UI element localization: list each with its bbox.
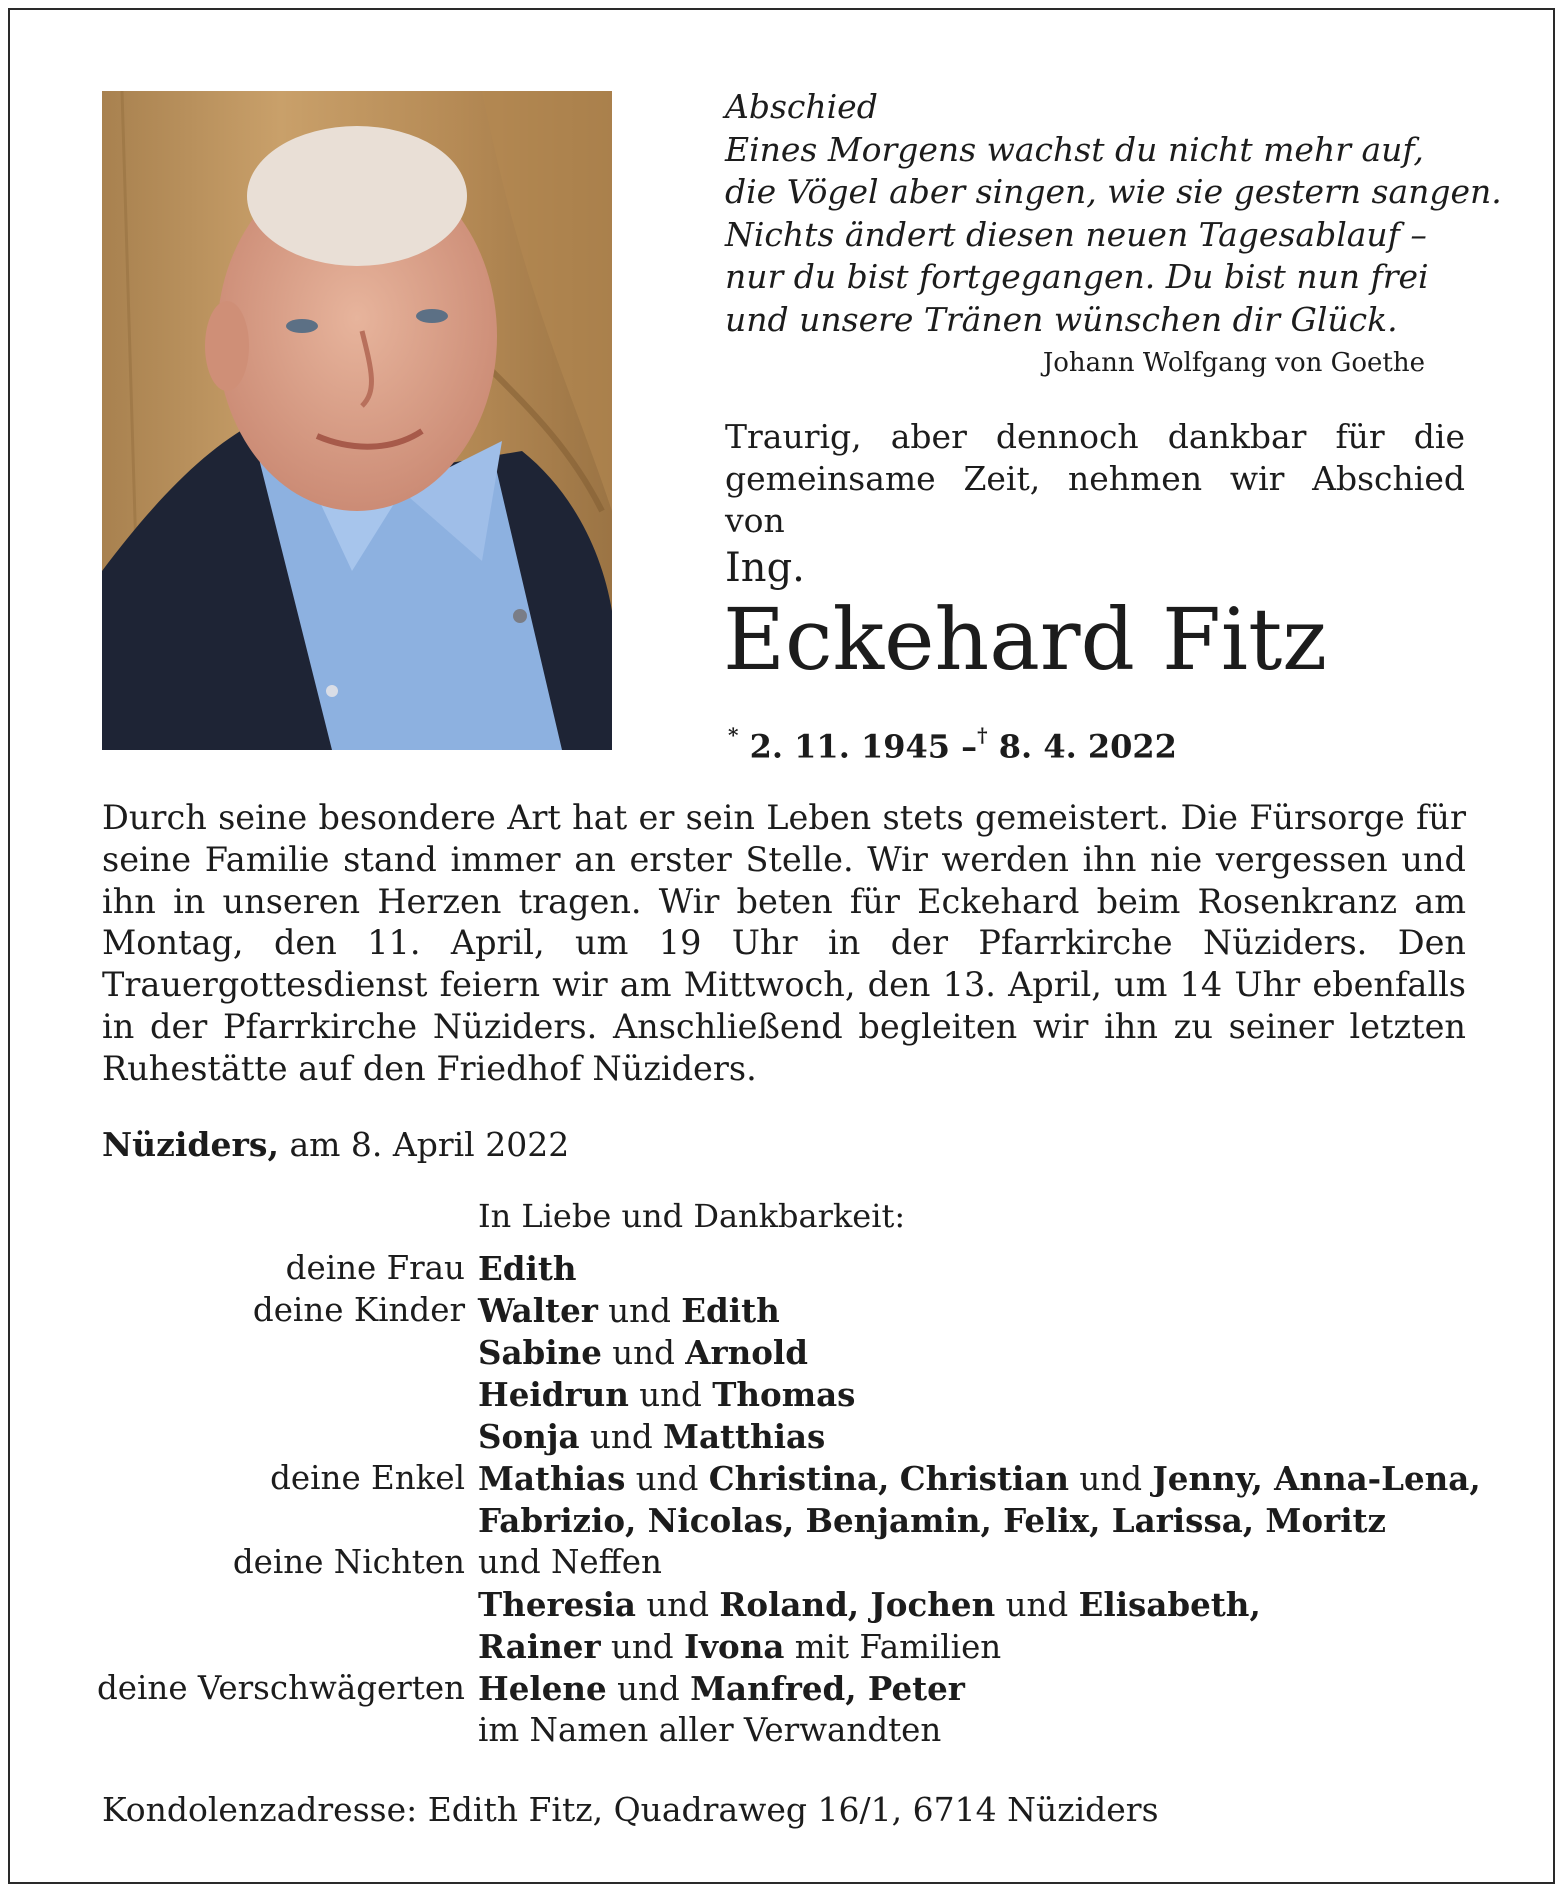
date: am 8. April 2022 — [289, 1125, 570, 1164]
relation-label: deine Frau — [285, 1249, 465, 1287]
mourner-names: und Neffen — [478, 1543, 662, 1581]
mourner-row — [0, 1333, 1567, 1375]
life-dates — [728, 723, 1177, 766]
mourner-row — [0, 1585, 1567, 1627]
intro-text: Traurig, aber dennoch dankbar für die gemeinsame Zeit, nehmen wir Abschied von — [725, 417, 1465, 540]
mourner-names: Mathias und Christina, Christian und Jenny, Anna-Lena, — [478, 1459, 1481, 1498]
poem-line: nur du bist fortgegangen. Du bist nun frei — [725, 257, 1429, 296]
mourner-row — [0, 1459, 1567, 1501]
poem-author: Johann Wolfgang von Goethe — [1042, 348, 1425, 378]
poem-line: und unsere Tränen wünschen dir Glück. — [725, 299, 1398, 339]
deceased-title: Ing. — [725, 545, 805, 591]
condolence-address: Kondolenzadresse: Edith Fitz, Quadraweg 16/1, 6714 Nüziders — [102, 1790, 1159, 1829]
mourner-row — [0, 1711, 1567, 1753]
death-symbol: † — [977, 723, 988, 747]
mourner-row — [0, 1627, 1567, 1669]
mourner-row — [0, 1417, 1567, 1459]
birth-date: 2. 11. 1945 — [749, 727, 951, 766]
mourner-names: Edith — [478, 1249, 577, 1288]
place: Nüziders, — [102, 1125, 279, 1164]
mourner-row — [0, 1543, 1567, 1585]
relation-label: deine Kinder — [252, 1291, 465, 1329]
portrait-photo — [102, 91, 612, 750]
mourner-names: im Namen aller Verwandten — [478, 1711, 942, 1749]
mourners-list — [0, 1249, 1567, 1753]
poem — [725, 86, 1502, 341]
obituary-body: Durch seine besondere Art hat er sein Leben stets gemeistert. Die Fürsorge für seine Familie stand immer an erster Stelle. Wir werden ihn nie vergessen und ihn in unseren Herzen tragen. Wir beten für Eckehard beim Rosenkranz am Montag, den 11. April, um 19 Uhr in der Pfarrkirche Nüziders. Den Trauergottesdienst feiern wir am Mittwoch, den 13. April, um 14 Uhr ebenfalls in der Pfarrkirche Nüziders. Anschließend begleiten wir ihn zu seiner letzten Ruhestätte auf den Friedhof Nüziders. — [102, 798, 1466, 1088]
mourner-names: Rainer und Ivona mit Familien — [478, 1627, 1002, 1666]
place-date — [102, 1125, 569, 1164]
greeting: In Liebe und Dankbarkeit: — [478, 1197, 906, 1235]
birth-symbol: * — [728, 723, 739, 747]
mourner-row — [0, 1291, 1567, 1333]
poem-line: Nichts ändert diesen neuen Tagesablauf – — [725, 214, 1427, 254]
death-date: 8. 4. 2022 — [998, 727, 1177, 766]
mourner-row — [0, 1501, 1567, 1543]
poem-title: Abschied — [725, 87, 878, 126]
mourner-names: Theresia und Roland, Jochen und Elisabeth, — [478, 1585, 1261, 1624]
mourner-names: Walter und Edith — [478, 1291, 780, 1330]
mourner-names: Heidrun und Thomas — [478, 1375, 856, 1414]
mourner-names: Helene und Manfred, Peter — [478, 1669, 965, 1708]
poem-line: die Vögel aber singen, wie sie gestern sangen. — [725, 172, 1502, 211]
relation-label: deine Enkel — [270, 1459, 465, 1497]
mourner-names: Sabine und Arnold — [478, 1333, 808, 1372]
mourner-names: Fabrizio, Nicolas, Benjamin, Felix, Larissa, Moritz — [478, 1501, 1387, 1540]
portrait-photo-icon — [102, 91, 612, 750]
date-dash: – — [961, 727, 978, 766]
mourner-row — [0, 1669, 1567, 1711]
mourner-row — [0, 1249, 1567, 1291]
deceased-name: Eckehard Fitz — [723, 591, 1328, 690]
mourner-row — [0, 1375, 1567, 1417]
mourner-names: Sonja und Matthias — [478, 1417, 826, 1456]
relation-label: deine Nichten — [232, 1543, 465, 1581]
poem-line: Eines Morgens wachst du nicht mehr auf, — [725, 129, 1424, 169]
relation-label: deine Verschwägerten — [97, 1669, 465, 1707]
